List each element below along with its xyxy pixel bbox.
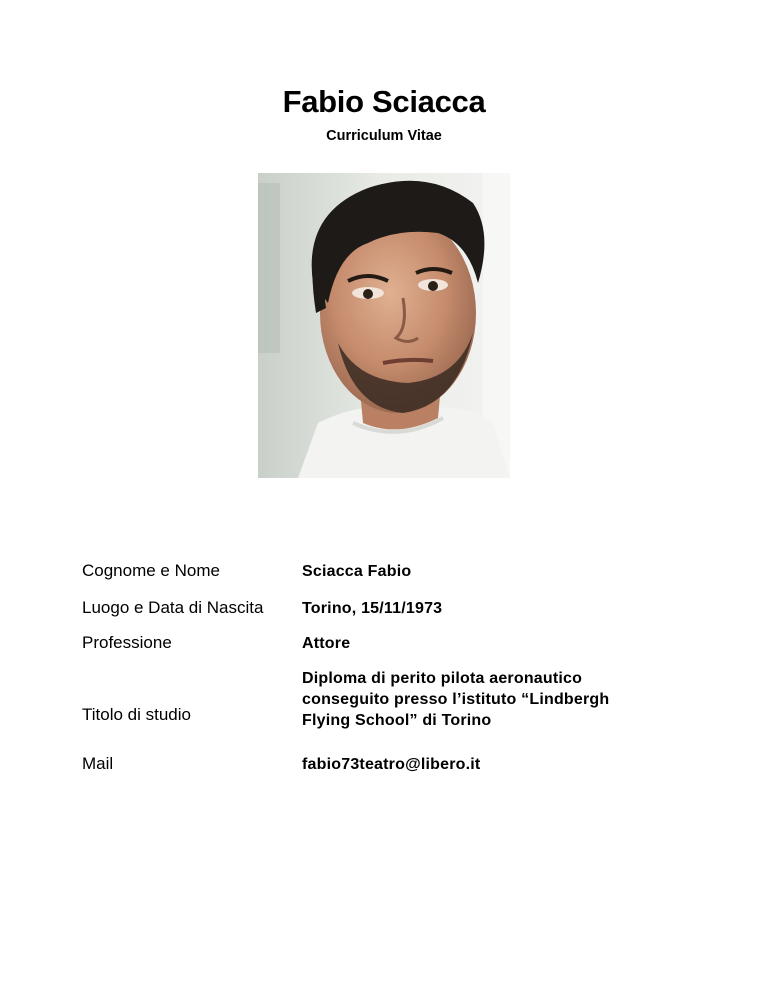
detail-row-mail <box>82 751 682 777</box>
detail-value-line: conseguito presso l’istituto “Lindbergh <box>302 690 610 708</box>
detail-label: Mail <box>82 754 114 773</box>
page-title: Fabio Sciacca <box>282 84 486 119</box>
detail-value <box>302 668 662 731</box>
portrait-photo <box>258 173 510 478</box>
personal-details <box>82 558 682 777</box>
detail-value-line: Diploma di perito pilota aeronautico <box>302 669 583 687</box>
detail-row-birth <box>82 595 682 621</box>
detail-label: Professione <box>82 633 172 652</box>
detail-value-line: Flying School” di Torino <box>302 711 492 729</box>
detail-row-education <box>82 664 682 734</box>
detail-label: Titolo di studio <box>82 705 191 724</box>
email-value: fabio73teatro@libero.it <box>302 755 481 773</box>
detail-value: Sciacca Fabio <box>302 562 412 580</box>
detail-label: Luogo e Data di Nascita <box>82 598 264 617</box>
detail-value: Torino, 15/11/1973 <box>302 599 443 617</box>
detail-label: Cognome e Nome <box>82 561 220 580</box>
detail-value: Attore <box>302 634 351 652</box>
detail-row-name <box>82 558 682 584</box>
detail-row-profession <box>82 630 682 656</box>
page-subtitle: Curriculum Vitae <box>326 128 442 144</box>
